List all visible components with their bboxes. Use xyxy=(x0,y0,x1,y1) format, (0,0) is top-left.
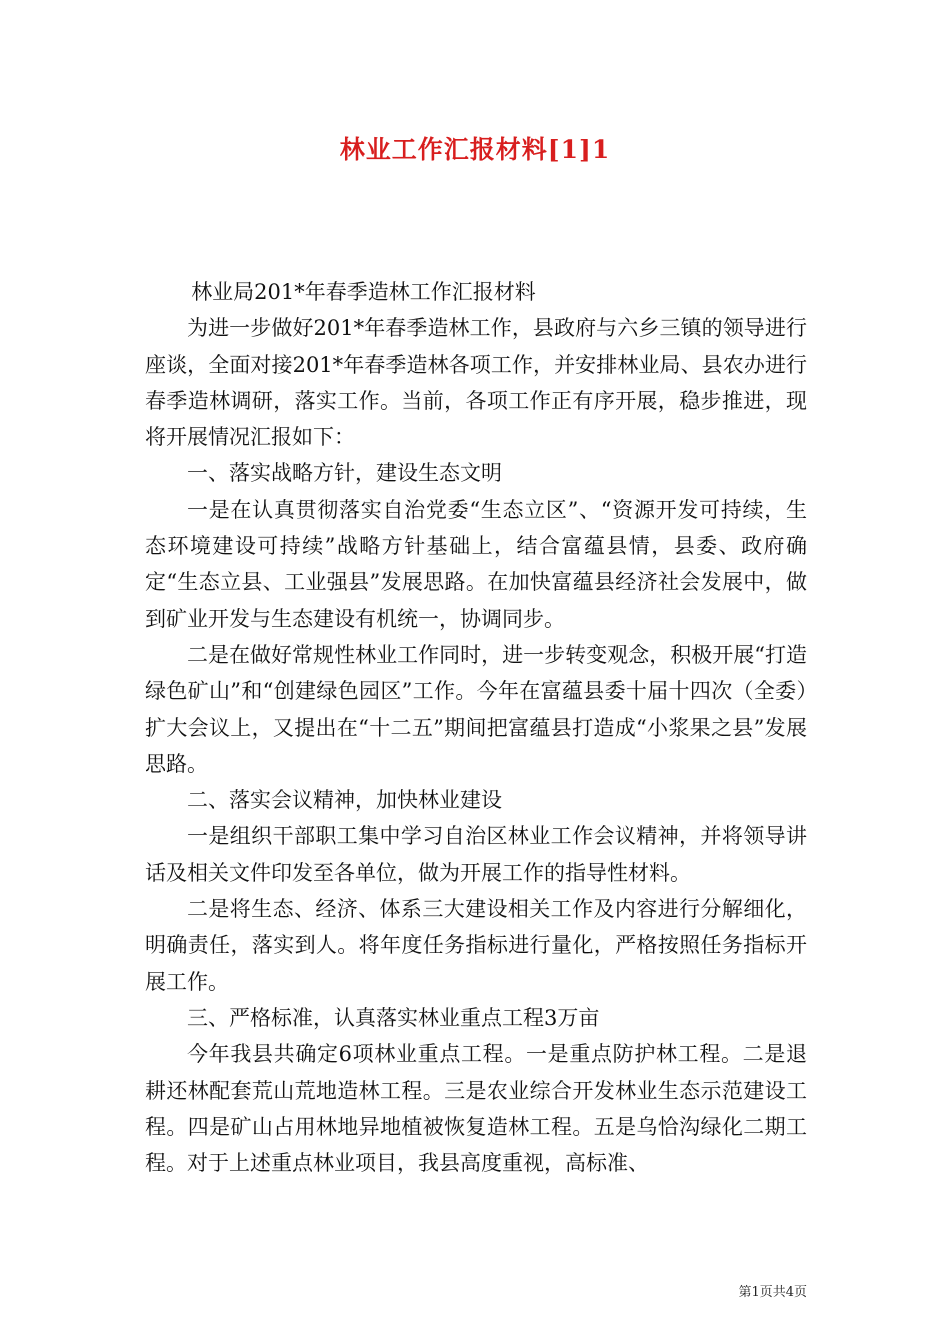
paragraph: 一是在认真贯彻落实自治党委“生态立区”、“资源开发可持续，生态环境建设可持续”战略方针基础上，结合富蕴县情，县委、政府确定“生态立县、工业强县”发展思路。在加快富蕴县经济社会发展中，做到矿业开发与生态建设有机统一，协调同步。 xyxy=(145,497,807,631)
paragraph: 二是在做好常规性林业工作同时，进一步转变观念，积极开展“打造绿色矿山”和“创建绿色园区”工作。今年在富蕴县委十届十四次（全委）扩大会议上，又提出在“十二五”期间把富蕴县打造成“小浆果之县”发展思路。 xyxy=(145,642,807,776)
document-title: 林业工作汇报材料[1]1 xyxy=(339,135,611,164)
paragraph-heading: 林业局201*年春季造林工作汇报材料 xyxy=(191,280,536,304)
section-heading-1: 一、落实战略方针，建设生态文明 xyxy=(187,461,502,486)
section-heading-2: 二、落实会议精神，加快林业建设 xyxy=(187,788,502,813)
paragraph: 今年我县共确定6项林业重点工程。一是重点防护林工程。二是退耕还林配套荒山荒地造林工程。三是农业综合开发林业生态示范建设工程。四是矿山占用林地异地植被恢复造林工程。五是乌恰沟绿化二期工程。对于上述重点林业项目，我县高度重视，高标准、 xyxy=(145,1042,807,1176)
document-body xyxy=(145,274,807,1181)
paragraph: 一是组织干部职工集中学习自治区林业工作会议精神，并将领导讲话及相关文件印发至各单位，做为开展工作的指导性材料。 xyxy=(145,824,807,885)
section-heading-3: 三、严格标准，认真落实林业重点工程3万亩 xyxy=(187,1005,600,1030)
paragraph: 二是将生态、经济、体系三大建设相关工作及内容进行分解细化，明确责任，落实到人。将年度任务指标进行量化，严格按照任务指标开展工作。 xyxy=(145,897,807,994)
paragraph-intro: 为进一步做好201*年春季造林工作，县政府与六乡三镇的领导进行座谈，全面对接201*年春季造林各项工作，并安排林业局、县农办进行春季造林调研，落实工作。当前，各项工作正有序开展，稳步推进，现将开展情况汇报如下： xyxy=(145,316,807,450)
page-footer: 第1页共4页 xyxy=(738,1285,807,1300)
